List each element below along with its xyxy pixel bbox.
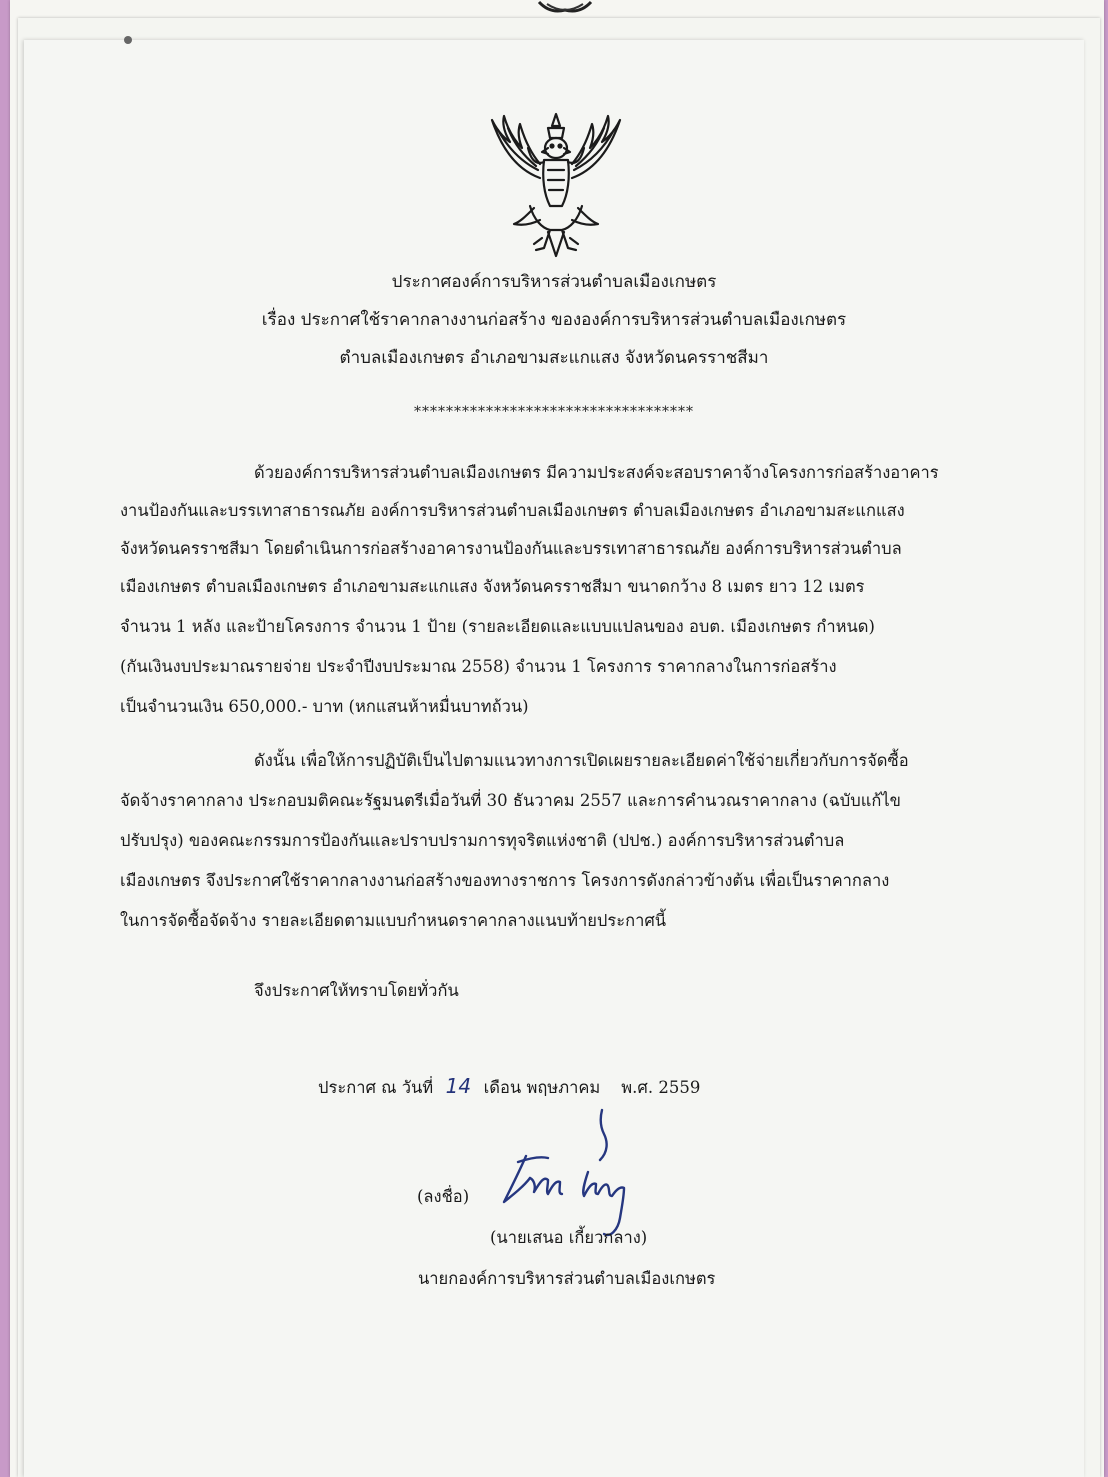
announcement-location: ตำบลเมืองเกษตร อำเภอขามสะแกแสง จังหวัดนครราชสีมา	[339, 348, 769, 368]
signature-label: (ลงชื่อ)	[417, 1187, 470, 1206]
paragraph-2-line: ดังนั้น เพื่อให้การปฏิบัติเป็นไปตามแนวทางการเปิดเผยรายละเอียดค่าใช้จ่ายเกี่ยวกับการจัดซื้อ	[254, 751, 909, 770]
paragraph-2-line: จัดจ้างราคากลาง ประกอบมติคณะรัฐมนตรีเมื่อวันที่ 30 ธันวาคม 2557 และการคำนวณราคากลาง (ฉบับแก้ไข	[120, 791, 901, 810]
paper-mark	[124, 36, 132, 44]
announcement-date	[318, 1074, 700, 1101]
signer-title: นายกองค์การบริหารส่วนตำบลเมืองเกษตร	[418, 1269, 716, 1288]
paragraph-1-line: เป็นจำนวนเงิน 650,000.- บาท (หกแสนห้าหมื่นบาทถ้วน)	[120, 697, 529, 716]
closing-statement: จึงประกาศให้ทราบโดยทั่วกัน	[254, 981, 459, 1000]
divider-stars: ***********************************	[414, 404, 694, 420]
paragraph-1-line: (กันเงินงบประมาณรายจ่าย ประจำปีงบประมาณ 2558) จำนวน 1 โครงการ ราคากลางในการก่อสร้าง	[120, 657, 837, 676]
date-month: เดือน พฤษภาคม	[483, 1078, 601, 1097]
paragraph-2-line: เมืองเกษตร จึงประกาศใช้ราคากลางงานก่อสร้างของทางราชการ โครงการดังกล่าวข้างต้น เพื่อเป็นราคากลาง	[120, 871, 890, 890]
date-year: พ.ศ. 2559	[621, 1078, 701, 1097]
announcement-heading: ประกาศองค์การบริหารส่วนตำบลเมืองเกษตร	[391, 272, 717, 292]
paragraph-1-line: จังหวัดนครราชสีมา โดยดำเนินการก่อสร้างอาคารงานป้องกันและบรรเทาสาธารณภัย องค์การบริหารส่วนตำบล	[120, 539, 902, 558]
paragraph-2-line: ปรับปรุง) ของคณะกรรมการป้องกันและปราบปรามการทุจริตแห่งชาติ (ปปช.) องค์การบริหารส่วนตำบล	[120, 831, 845, 850]
signer-name: (นายเสนอ เกี้ยวกลาง)	[490, 1228, 648, 1247]
paragraph-1-line: งานป้องกันและบรรเทาสาธารณภัย องค์การบริหารส่วนตำบลเมืองเกษตร ตำบลเมืองเกษตร อำเภอขามสะแกแสง	[120, 501, 905, 520]
paragraph-1-line: เมืองเกษตร ตำบลเมืองเกษตร อำเภอขามสะแกแสง จังหวัดนครราชสีมา ขนาดกว้าง 8 เมตร ยาว 12 เมตร	[120, 577, 865, 596]
announcement-subject: เรื่อง ประกาศใช้ราคากลางงานก่อสร้าง ขององค์การบริหารส่วนตำบลเมืองเกษตร	[261, 310, 847, 330]
date-day-handwritten: 14	[445, 1074, 472, 1098]
garuda-emblem-icon	[478, 108, 634, 260]
paragraph-1-line: จำนวน 1 หลัง และป้ายโครงการ จำนวน 1 ป้าย (รายละเอียดและแบบแปลนของ อบต. เมืองเกษตร กำหนด)	[120, 617, 875, 636]
paragraph-2-line: ในการจัดซื้อจัดจ้าง รายละเอียดตามแบบกำหนดราคากลางแนบท้ายประกาศนี้	[120, 911, 667, 930]
date-prefix: ประกาศ ณ วันที่	[318, 1078, 434, 1097]
paragraph-1-line: ด้วยองค์การบริหารส่วนตำบลเมืองเกษตร มีความประสงค์จะสอบราคาจ้างโครงการก่อสร้างอาคาร	[254, 463, 939, 482]
emblem-fragment-icon	[535, 0, 595, 16]
